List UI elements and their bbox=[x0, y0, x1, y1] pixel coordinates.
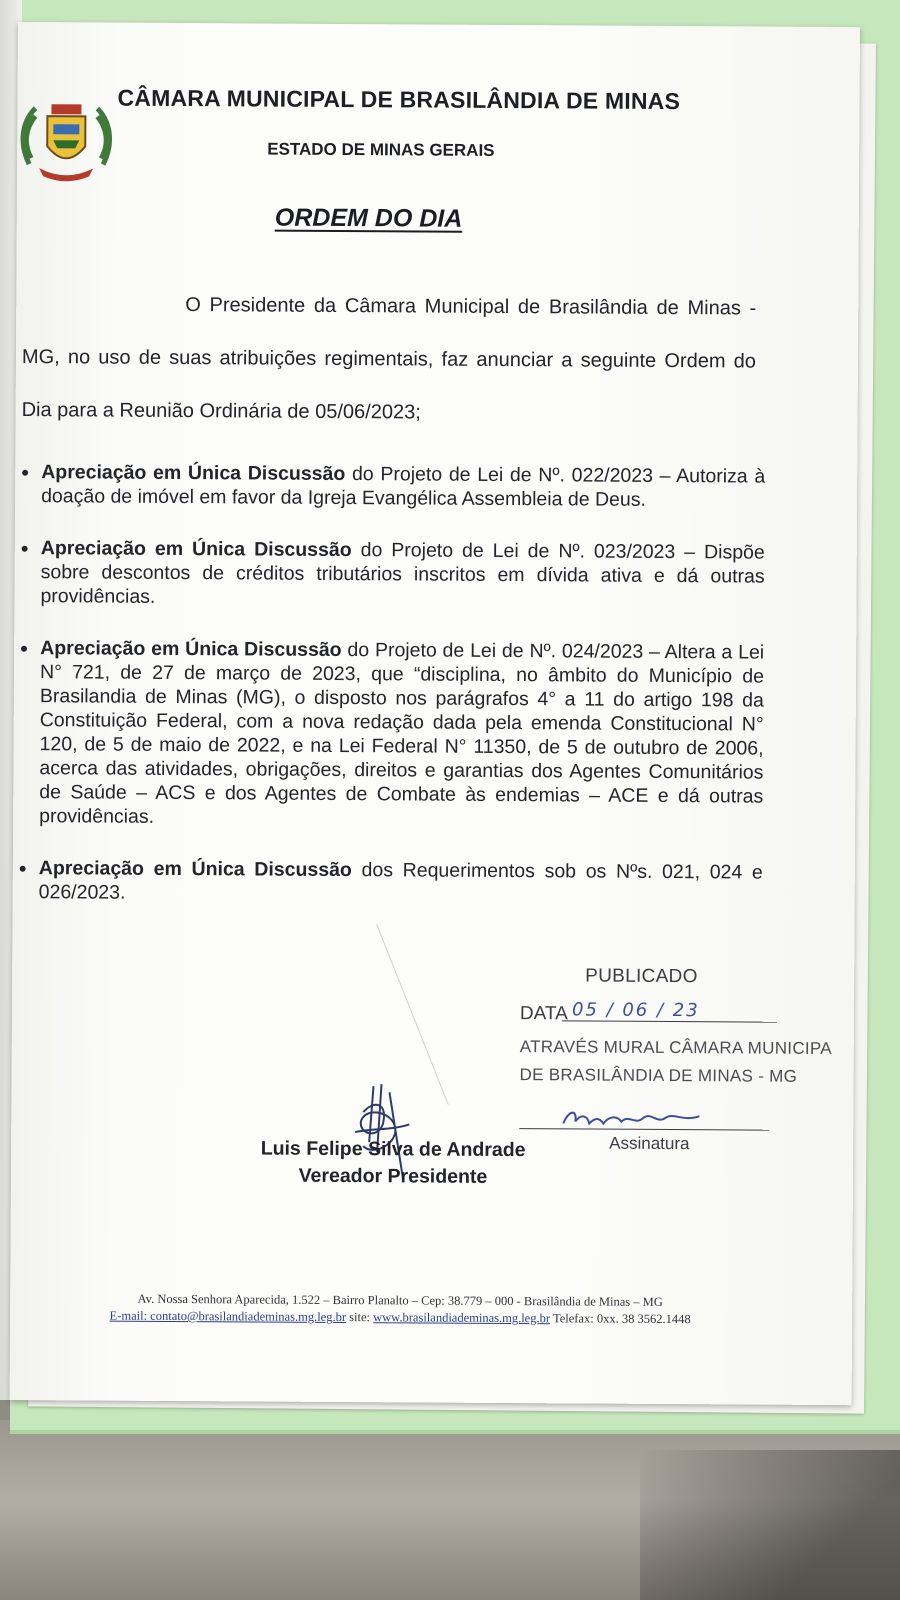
signatory-block bbox=[233, 1135, 553, 1191]
list-item bbox=[21, 460, 765, 513]
item-text: do Projeto de Lei de Nº. 022/2023 – Autoriza à doação de imóvel em favor da Igreja Evangélica Assembleia de Deus. bbox=[41, 463, 766, 511]
signatory-name: Luis Felipe Silva de Andrade bbox=[260, 1137, 526, 1162]
list-item bbox=[19, 636, 764, 833]
stamp-signature-label: Assinatura bbox=[609, 1133, 690, 1154]
institution-title: CÂMARA MUNICIPAL DE BRASILÂNDIA DE MINAS bbox=[117, 84, 681, 115]
footer-site-label: site: bbox=[349, 1310, 371, 1325]
item-text: dos Requerimentos sob os Nºs. 021, 024 e 026/2023. bbox=[38, 859, 763, 904]
page-title: ORDEM DO DIA bbox=[274, 203, 463, 233]
agenda-list bbox=[18, 460, 765, 937]
state-subtitle: ESTADO DE MINAS GERAIS bbox=[267, 139, 495, 160]
stamp-line-2: DE BRASILÂNDIA DE MINAS - MG bbox=[519, 1065, 798, 1086]
item-text: do Projeto de Lei de Nº. 024/2023 – Altera a Lei N° 721, de 27 de março de 2023, que “disciplina, no âmbito do Município de Brasilandia de Minas (MG), o disposto nos parágrafos 4° a 11 do artigo 198 da Constituição Federal, com a nova redação dada pela emenda Constitucional N° 120, de 5 de maio de 2022, e na Lei Federal N° 11350, de 5 de outubro de 2006, acerca das atividades, obrigações, direitos e garantias dos Agentes Comunitários de Saúde – ACS e dos Agentes de Combate às endemias – ACE e dá outras providências. bbox=[39, 638, 765, 828]
intro-paragraph: O Presidente da Câmara Municipal de Brasilândia de Minas - MG, no uso de suas atribuições regimentais, faz anunciar a seguinte Ordem do Dia para a Reunião Ordinária de 05/06/2023; bbox=[21, 294, 757, 424]
footer-address: Av. Nossa Senhora Aparecida, 1.522 – Bairro Planalto – Cep: 38.779 – 000 - Brasilândia de Minas – MG bbox=[137, 1291, 663, 1309]
list-item bbox=[20, 536, 764, 613]
footer-email[interactable]: E-mail: contato@brasilandiademinas.mg.leg.br bbox=[109, 1308, 347, 1325]
footer bbox=[90, 1290, 710, 1328]
item-lead: Apreciação em Única Discussão bbox=[40, 537, 352, 562]
municipal-seal-icon bbox=[17, 94, 116, 187]
item-lead: Apreciação em Única Discussão bbox=[38, 857, 352, 882]
stamp-date-label: DATA bbox=[519, 1003, 568, 1025]
paper-crease bbox=[226, 923, 449, 1104]
footer-contacts bbox=[90, 1307, 710, 1328]
document-page bbox=[10, 22, 860, 1405]
item-lead: Apreciação em Única Discussão bbox=[41, 461, 346, 486]
stamp-published: PUBLICADO bbox=[585, 965, 698, 988]
stamp-line-1: ATRAVÉS MURAL CÂMARA MUNICIPA bbox=[519, 1037, 833, 1058]
item-text: do Projeto de Lei de Nº. 023/2023 – Dispõe sobre descontos de créditos tributários inscritos em dívida ativa e dá outras providências. bbox=[40, 539, 765, 608]
footer-site[interactable]: www.brasilandiademinas.mg.leg.br bbox=[373, 1310, 551, 1326]
signatory-role: Vereador Presidente bbox=[298, 1164, 488, 1188]
stamp-date-value: 05 / 06 / 23 bbox=[562, 999, 777, 1022]
item-lead: Apreciação em Única Discussão bbox=[40, 637, 342, 661]
list-item bbox=[19, 856, 763, 909]
publication-stamp bbox=[519, 965, 833, 1154]
shadow bbox=[640, 1450, 900, 1600]
footer-phone: Telefax: 0xx. 38 3562.1448 bbox=[552, 1311, 691, 1327]
